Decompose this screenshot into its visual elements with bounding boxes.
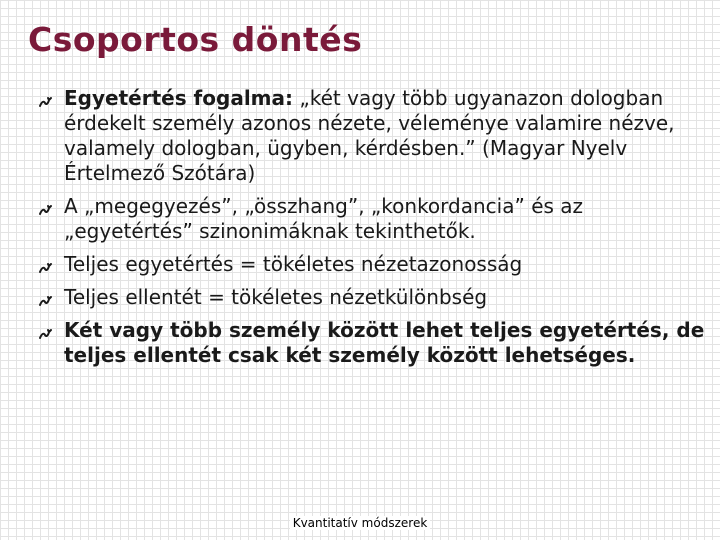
bullet-text: Teljes ellentét = tökéletes nézetkülönbség [64, 285, 488, 309]
footer-text: Kvantitatív módszerek [290, 516, 431, 530]
arrow-swirl-icon [38, 200, 56, 216]
bullet-item [36, 285, 716, 310]
bullet-text: A „megegyezés”, „összhang”, „konkordancia” és az „egyetértés” szinonimáknak tekinthetők. [64, 194, 584, 243]
bullet-text: „két vagy több ugyanazon dologban érdekelt személy azonos nézete, véleménye valamire nézve, valamely dologban, ügyben, kérdésben.” (Magyar Nyelv Értelmező Szótára) [64, 86, 675, 185]
bullet-item [36, 252, 716, 277]
bullet-item [36, 318, 716, 368]
bullet-item [36, 86, 716, 186]
arrow-swirl-icon [38, 258, 56, 274]
slide-title: Csoportos döntés [28, 20, 363, 59]
arrow-swirl-icon [38, 324, 56, 340]
bullet-lead: Egyetértés fogalma: [64, 86, 294, 110]
bullet-list [36, 86, 716, 376]
arrow-swirl-icon [38, 291, 56, 307]
bullet-lead: Két vagy több személy között lehet teljes egyetértés, de teljes ellentét csak két személy között lehetséges. [64, 318, 705, 367]
arrow-swirl-icon [38, 92, 56, 108]
bullet-item [36, 194, 716, 244]
bullet-text: Teljes egyetértés = tökéletes nézetazonosság [64, 252, 523, 276]
slide-footer [0, 516, 720, 530]
